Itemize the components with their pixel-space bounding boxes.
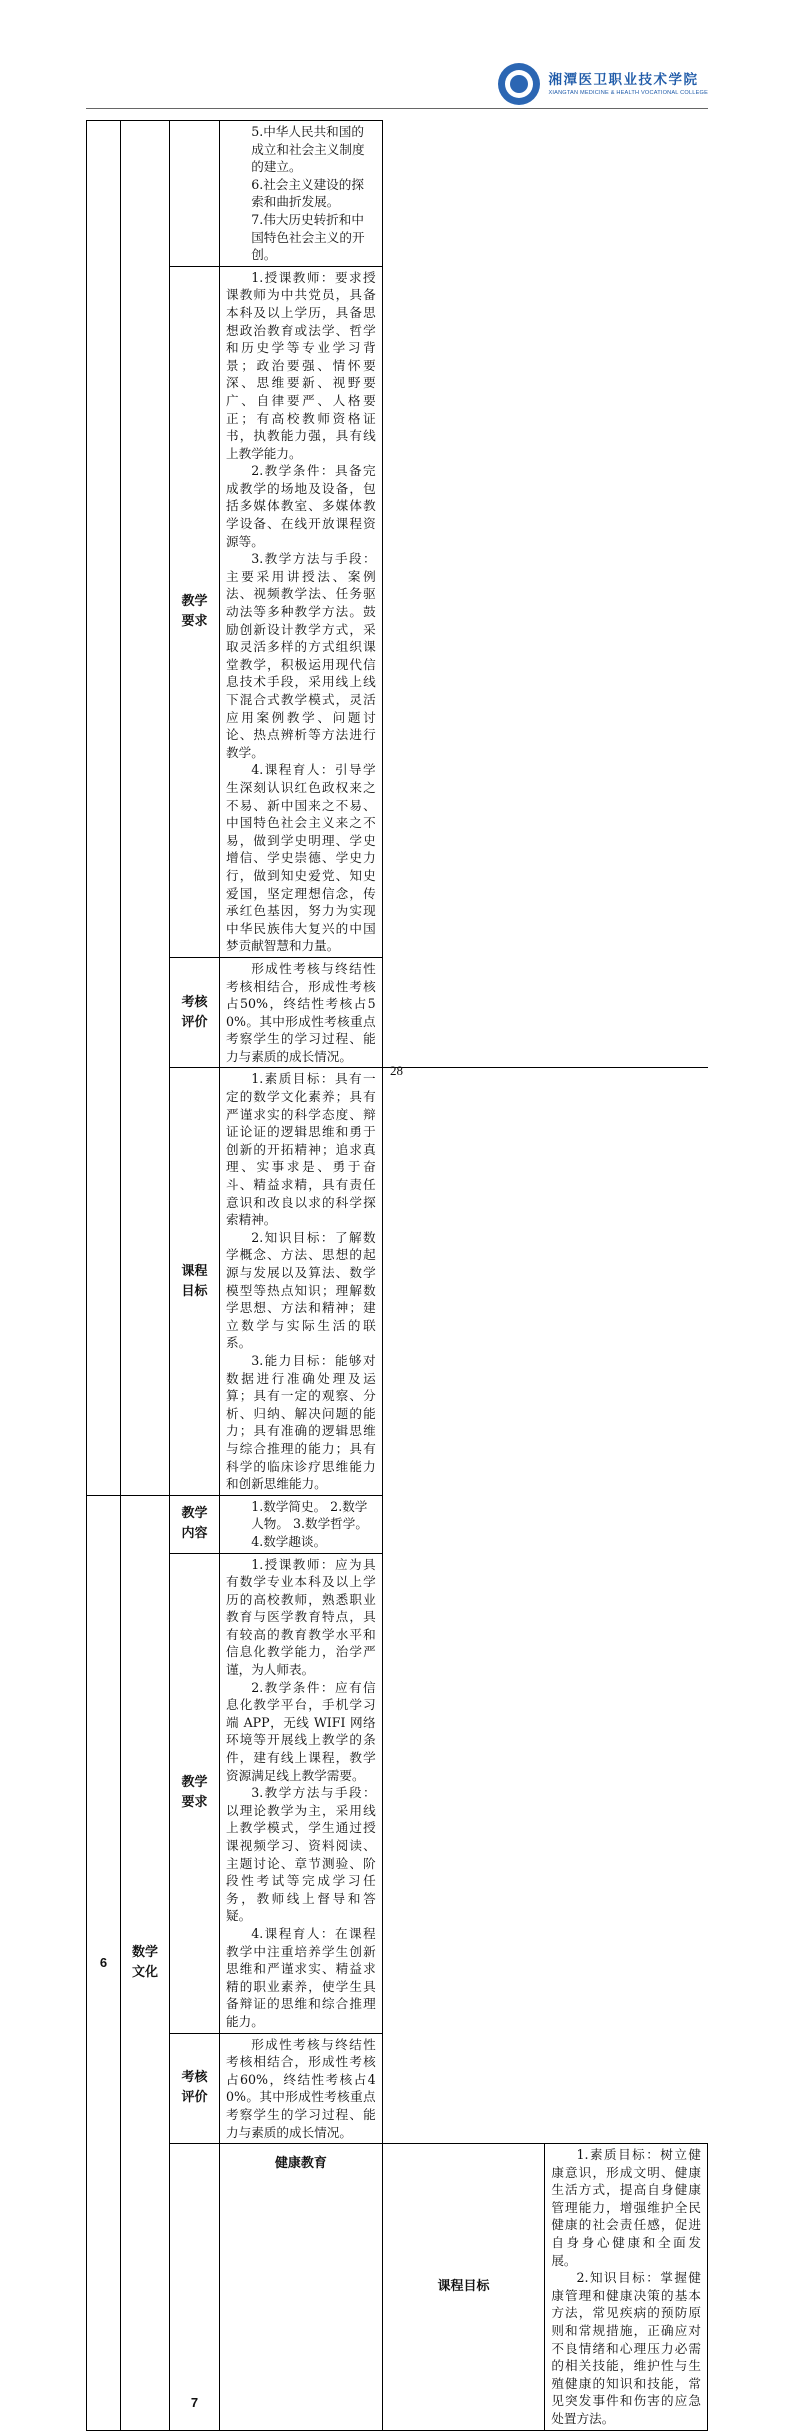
section-label: 教学要求 xyxy=(170,266,220,957)
requirement-paragraph: 4.课程育人：在课程教学中注重培养学生创新思维和严谨求实、精益求精的职业素养，使学生具备辩证的思维和综合推理能力。 xyxy=(226,1925,376,2029)
goal-paragraph: 1.素质目标：树立健康意识，形成文明、健康生活方式，提高自身健康管理能力，增强维护全民健康的社会责任感，促进自身身心健康和全面发展。 xyxy=(551,2147,701,2268)
content-text: 1.数学简史。 2.数学人物。 3.数学哲学。 4.数学趣谈。 xyxy=(251,1498,368,1549)
section-label: 课程目标 xyxy=(382,2144,545,2431)
assessment-text: 形成性考核与终结性考核相结合，形成性考核占60%，终结性考核占40%。其中形成性考核重点考察学生的学习过程、能力与素质的成长情况。 xyxy=(226,2036,376,2140)
requirement-paragraph: 1.授课教师：应为具有数学专业本科及以上学历的高校教师，熟悉职业教育与医学教育特点，具有较高的教育教学水平和信息化教学能力，治学严谨，为人师表。 xyxy=(226,1556,376,1678)
page-header xyxy=(498,62,708,106)
section-label: 课程目标 xyxy=(170,1068,220,1495)
requirement-paragraph: 2.教学条件：具备完成教学的场地及设备，包括多媒体教室、多媒体教学设备、在线开放课程资源等。 xyxy=(226,463,376,549)
assessment-cell xyxy=(220,957,383,1068)
goal-paragraph: 1.素质目标：具有一定的数学文化素养；具有严谨求实的科学态度、辩证论证的逻辑思维和勇于创新的开拓精神；追求真理、实事求是、勇于奋斗、精益求精，具有责任意识和改良以求的科学探索精神。 xyxy=(226,1071,376,1228)
requirement-paragraph: 1.授课教师：要求授课教师为中共党员，具备本科及以上学历，具备思想政治教育或法学、哲学和历史学等专业学习背景；政治要强、情怀要深、思维要新、视野要广、自律要严、人格要正；有高校教师资格证书，执教能力强，具有线上教学能力。 xyxy=(226,269,376,461)
course-name: 数学文化 xyxy=(121,1495,170,2430)
course-table xyxy=(86,120,708,2431)
course-number: 6 xyxy=(87,1495,121,2430)
college-name-cn: 湘潭医卫职业技术学院 xyxy=(548,71,699,88)
goal-paragraph: 2.知识目标：掌握健康管理和健康决策的基本方法，常见疾病的预防原则和常规措施，正确应对不良情绪和心理压力必需的相关技能，维护性与生殖健康的知识和技能，常见突发事件和伤害的应急处置方法。 xyxy=(551,2270,701,2426)
section-label: 教学要求 xyxy=(170,1553,220,2033)
course-name: 健康教育 xyxy=(220,2144,383,2431)
table-row xyxy=(87,1553,708,2033)
table-row xyxy=(87,1495,708,1553)
course-number-cell xyxy=(87,121,121,1496)
teaching-requirements-cell xyxy=(220,1553,383,2033)
teaching-content-cell xyxy=(220,121,383,267)
table-row xyxy=(87,2144,708,2431)
section-label: 教学内容 xyxy=(170,1495,220,1553)
section-label: 考核评价 xyxy=(170,2033,220,2144)
teaching-requirements-cell xyxy=(220,266,383,957)
course-name-cell xyxy=(121,121,170,1496)
list-item: 6.社会主义建设的探索和曲折发展。 xyxy=(251,176,364,210)
assessment-cell xyxy=(220,2033,383,2144)
header-rule xyxy=(86,108,708,109)
requirement-paragraph: 3.教学方法与手段：主要采用讲授法、案例法、视频教学法、任务驱动法等多种教学方法。鼓励创新设计教学方式，采取灵活多样的方式组织课堂教学，积极运用现代信息技术手段，采用线上线下混合式教学模式，灵活应用案例教学、问题讨论、热点辨析等方法进行教学。 xyxy=(226,551,376,760)
course-number: 7 xyxy=(170,2144,220,2431)
goal-paragraph: 2.知识目标：了解数学概念、方法、思想的起源与发展以及算法、数学模型等热点知识；理解数学思想、方法和精神；建立数学与实际生活的联系。 xyxy=(226,1229,376,1351)
requirement-paragraph: 2.教学条件：应有信息化教学平台，手机学习端 APP，无线 WIFI 网络环境等开展线上教学的条件，建有线上课程，教学资源满足线上教学需要。 xyxy=(226,1679,376,1783)
table-row xyxy=(87,266,708,957)
course-goals-cell xyxy=(220,1068,383,1495)
page-number: 28 xyxy=(390,1063,403,1078)
list-item: 5.中华人民共和国的成立和社会主义制度的建立。 xyxy=(251,124,365,175)
requirement-paragraph: 4.课程育人：引导学生深刻认识红色政权来之不易、新中国来之不易、中国特色社会主义来之不易，做到学史明理、学史增信、学史崇德、学史力行，做到知史爱党、知史爱国，坚定理想信念，传承红色基因，努力为实现中华民族伟大复兴的中国梦贡献智慧和力量。 xyxy=(226,762,376,954)
table-row xyxy=(87,957,708,1068)
college-name-en: XIANGTAN MEDICINE & HEALTH VOCATIONAL COLLEGE xyxy=(548,89,708,96)
table-row xyxy=(87,1068,708,1495)
section-label-cell xyxy=(170,121,220,267)
course-goals-cell xyxy=(545,2144,708,2431)
list-item: 7.伟大历史转折和中国特色社会主义的开创。 xyxy=(251,211,365,263)
section-label: 考核评价 xyxy=(170,957,220,1068)
college-brand xyxy=(548,71,708,98)
teaching-content-cell xyxy=(220,1495,383,1553)
assessment-text: 形成性考核与终结性考核相结合，形成性考核占50%，终结性考核占50%。其中形成性考核重点考察学生的学习过程、能力与素质的成长情况。 xyxy=(226,960,376,1064)
table-row xyxy=(87,121,708,267)
table-row xyxy=(87,2033,708,2144)
college-logo xyxy=(498,63,540,105)
goal-paragraph: 3.能力目标：能够对数据进行准确处理及运算；具有一定的观察、分析、归纳、解决问题的能力；具有准确的逻辑思维与综合推理的能力；具有科学的临床诊疗思维能力和创新思维能力。 xyxy=(226,1352,376,1492)
requirement-paragraph: 3.教学方法与手段：以理论教学为主，采用线上教学模式，学生通过授课视频学习、资料阅读、主题讨论、章节测验、阶段性考试等完成学习任务，教师线上督导和答疑。 xyxy=(226,1785,376,1924)
